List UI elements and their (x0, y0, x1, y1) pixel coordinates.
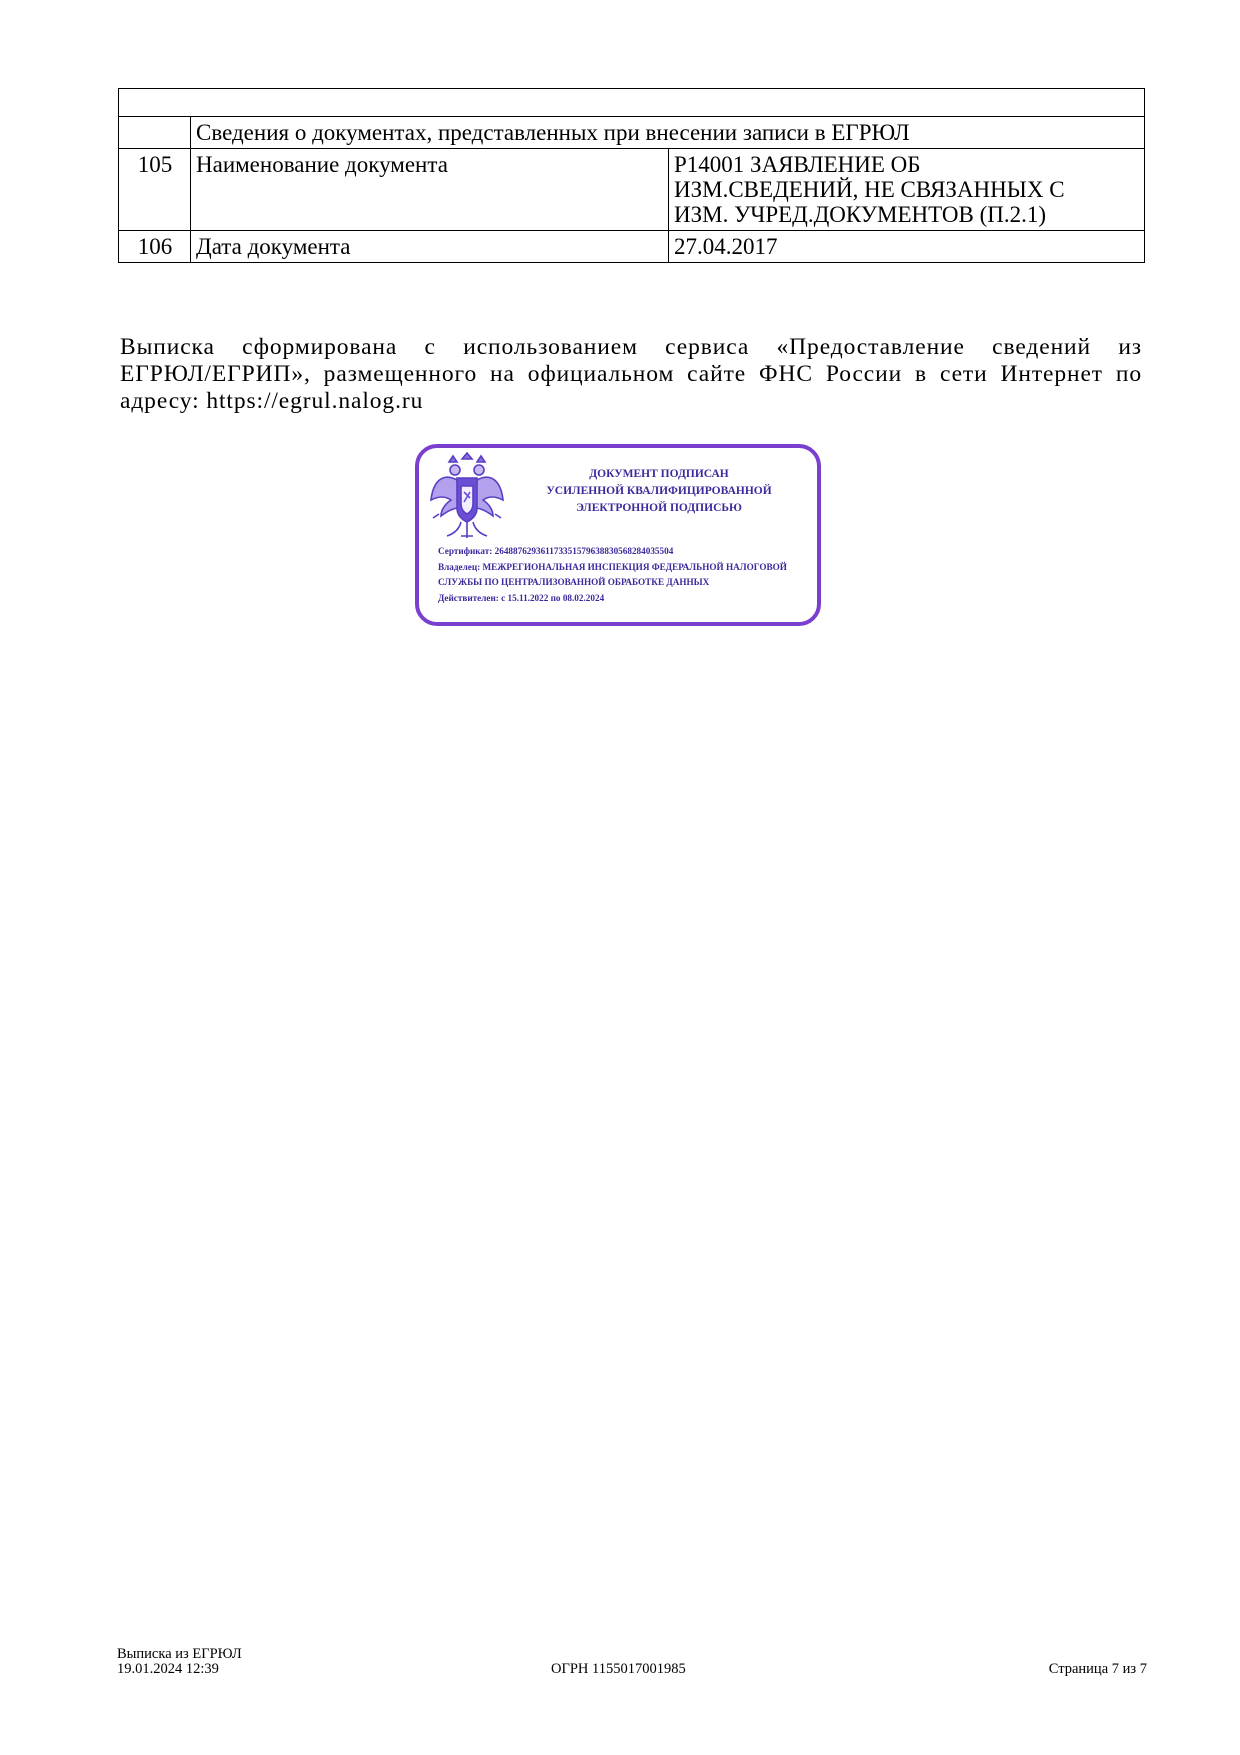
note-line: адресу: https://egrul.nalog.ru (120, 388, 424, 414)
row-field-value (669, 231, 1145, 263)
stamp-title-line: УСИЛЕННОЙ КВАЛИФИЦИРОВАННОЙ (546, 485, 772, 497)
row-field-name: Дата документа (191, 231, 669, 263)
note-line: ЕГРЮЛ/ЕГРИП», размещенного на официальном сайте ФНС России в сети Интернет по (120, 361, 1142, 387)
table-empty-row (119, 89, 1145, 117)
row-number: 106 (119, 231, 191, 263)
row-number: 105 (119, 149, 191, 231)
footer-page-number: Страница 7 из 7 (1048, 1661, 1147, 1677)
stamp-details (438, 544, 808, 606)
row-field-name: Наименование документа (191, 149, 669, 231)
value-line: ИЗМ.СВЕДЕНИЙ, НЕ СВЯЗАННЫХ С (674, 177, 1065, 202)
footer-left (117, 1647, 242, 1677)
note-line: Выписка сформирована с использованием сервиса «Предоставление сведений из (120, 334, 1142, 360)
certificate-validity: Действителен: с 15.11.2022 по 08.02.2024 (438, 592, 605, 603)
certificate-number: Сертификат: 264887629361173351579638830568284035504 (438, 546, 674, 556)
row-field-value (669, 149, 1145, 231)
russian-coat-of-arms-icon (427, 452, 507, 542)
footer-doc-title: Выписка из ЕГРЮЛ (117, 1646, 242, 1662)
value-line: 27.04.2017 (674, 234, 778, 259)
certificate-owner: Владелец: МЕЖРЕГИОНАЛЬНАЯ ИНСПЕКЦИЯ ФЕДЕРАЛЬНОЙ НАЛОГОВОЙ СЛУЖБЫ ПО ЦЕНТРАЛИЗОВАННОЙ ОБРАБОТКЕ ДАННЫХ (438, 561, 787, 587)
table-section-header-row (119, 117, 1145, 149)
table-row (119, 231, 1145, 263)
stamp-title (524, 466, 794, 517)
footer-datetime: 19.01.2024 12:39 (117, 1661, 219, 1677)
value-line: Р14001 ЗАЯВЛЕНИЕ ОБ (674, 152, 921, 177)
stamp-title-line: ЭЛЕКТРОННОЙ ПОДПИСЬЮ (576, 502, 742, 514)
value-line: ИЗМ. УЧРЕД.ДОКУМЕНТОВ (П.2.1) (674, 202, 1047, 227)
egrul-table (118, 88, 1145, 263)
footer-ogrn: ОГРН 1155017001985 (551, 1661, 686, 1677)
e-signature-stamp (415, 444, 821, 626)
stamp-title-line: ДОКУМЕНТ ПОДПИСАН (589, 468, 729, 480)
service-note (120, 334, 1142, 415)
section-title: Сведения о документах, представленных при внесении записи в ЕГРЮЛ (191, 117, 1145, 149)
table-row (119, 149, 1145, 231)
